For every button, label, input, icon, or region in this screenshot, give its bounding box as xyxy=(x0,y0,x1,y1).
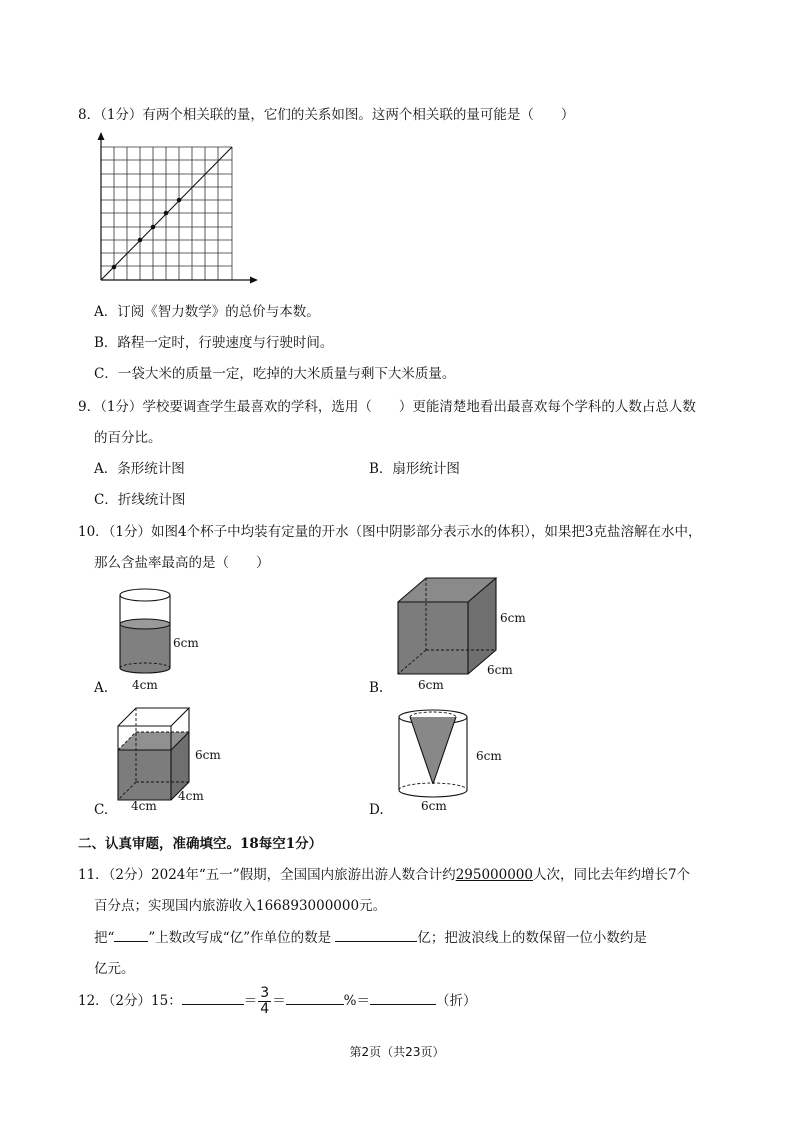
q9-stem-line2: 的百分比。 xyxy=(94,430,162,446)
q9-option-a[interactable]: A．条形统计图 xyxy=(94,461,185,477)
q9-option-c[interactable]: C．折线统计图 xyxy=(94,492,186,508)
q10-option-b-letter[interactable]: B. xyxy=(369,680,384,696)
q12-blank-percent[interactable] xyxy=(286,990,344,1005)
q12-frac-num: 3 xyxy=(260,985,270,1001)
q12-post: （折） xyxy=(435,993,477,1009)
q11-line3-b: ”上数改写成“亿”作单位的数是 xyxy=(148,930,332,946)
q10-c-depth-label: 4cm xyxy=(178,789,204,803)
section2-title: 二、认真审题，准确填空。18每空1分） xyxy=(78,836,323,852)
q9-stem-line1: 9．（1分）学校要调查学生最喜欢的学科，选用（ ）更能清楚地看出最喜欢每个学科的人数占总人数 xyxy=(78,399,696,415)
q12-blank-zhe[interactable] xyxy=(370,990,436,1005)
q12-fraction xyxy=(258,986,271,1017)
q8-option-a[interactable]: A．订阅《智力数学》的总价与本数。 xyxy=(94,304,320,320)
q10-c-height-label: 6cm xyxy=(195,748,221,762)
q8-option-b[interactable]: B．路程一定时，行驶速度与行驶时间。 xyxy=(94,335,334,351)
q11-line1-pre: 11．（2分）2024年“五一”假期，全国国内旅游出游人数合计约 xyxy=(78,867,456,883)
q10-figure-a-cylinder[interactable] xyxy=(112,584,212,684)
q9-option-b[interactable]: B．扇形统计图 xyxy=(369,461,460,477)
q12-pre: 12．（2分）15： xyxy=(78,993,182,1009)
q12-blank-ratio[interactable] xyxy=(182,990,244,1005)
q10-a-height-label: 6cm xyxy=(173,636,199,650)
q11-line2: 百分点；实现国内旅游收入166893000000元。 xyxy=(94,898,387,914)
q8-line-graph xyxy=(88,132,258,288)
q11-line1 xyxy=(78,863,690,883)
page-footer: 第2页（共23页） xyxy=(349,1045,445,1059)
q10-d-height-label: 6cm xyxy=(476,749,502,763)
q11-line1-post: 人次，同比去年约增长7个 xyxy=(533,867,691,883)
q8-stem: 8．（1分）有两个相关联的量，它们的关系如图。这两个相关联的量可能是（ ） xyxy=(78,107,575,123)
q11-line3-c: 亿；把波浪线上的数保留一位小数约是 xyxy=(417,930,647,946)
q12-eq1: ＝ xyxy=(243,993,258,1009)
q10-a-base-label: 4cm xyxy=(132,678,158,692)
q12-frac-den: 4 xyxy=(260,1001,270,1017)
q11-line4: 亿元。 xyxy=(94,961,135,977)
q11-line3 xyxy=(94,926,647,946)
q10-option-d-letter[interactable]: D. xyxy=(369,802,384,818)
q8-option-c[interactable]: C．一袋大米的质量一定，吃掉的大米质量与剩下大米质量。 xyxy=(94,366,456,382)
q12-pct: %＝ xyxy=(343,993,370,1009)
q10-b-depth-label: 6cm xyxy=(487,663,513,677)
q10-c-base-label: 4cm xyxy=(131,799,157,813)
q12-line xyxy=(78,986,476,1017)
q10-stem-line1: 10．（1分）如图4个杯子中均装有定量的开水（图中阴影部分表示水的体积），如果把3克盐溶解在水中， xyxy=(78,524,702,540)
q10-figure-b-cube[interactable] xyxy=(392,574,502,684)
q10-figure-d-cylinder-cone[interactable] xyxy=(395,706,475,802)
q10-stem-line2: 那么含盐率最高的是（ ） xyxy=(94,555,270,571)
q10-d-base-label: 6cm xyxy=(421,799,447,813)
q10-b-height-label: 6cm xyxy=(500,611,526,625)
q11-line3-a: 把“ xyxy=(94,930,115,946)
q10-option-c-letter[interactable]: C. xyxy=(94,802,109,818)
q12-eq2: ＝ xyxy=(272,993,286,1009)
q11-blank-yi[interactable] xyxy=(335,927,417,942)
q10-b-base-label: 6cm xyxy=(418,678,444,692)
q10-option-a-letter[interactable]: A. xyxy=(94,680,109,696)
q11-blank-short[interactable] xyxy=(114,927,148,942)
q11-underlined-number: 295000000 xyxy=(455,867,533,883)
